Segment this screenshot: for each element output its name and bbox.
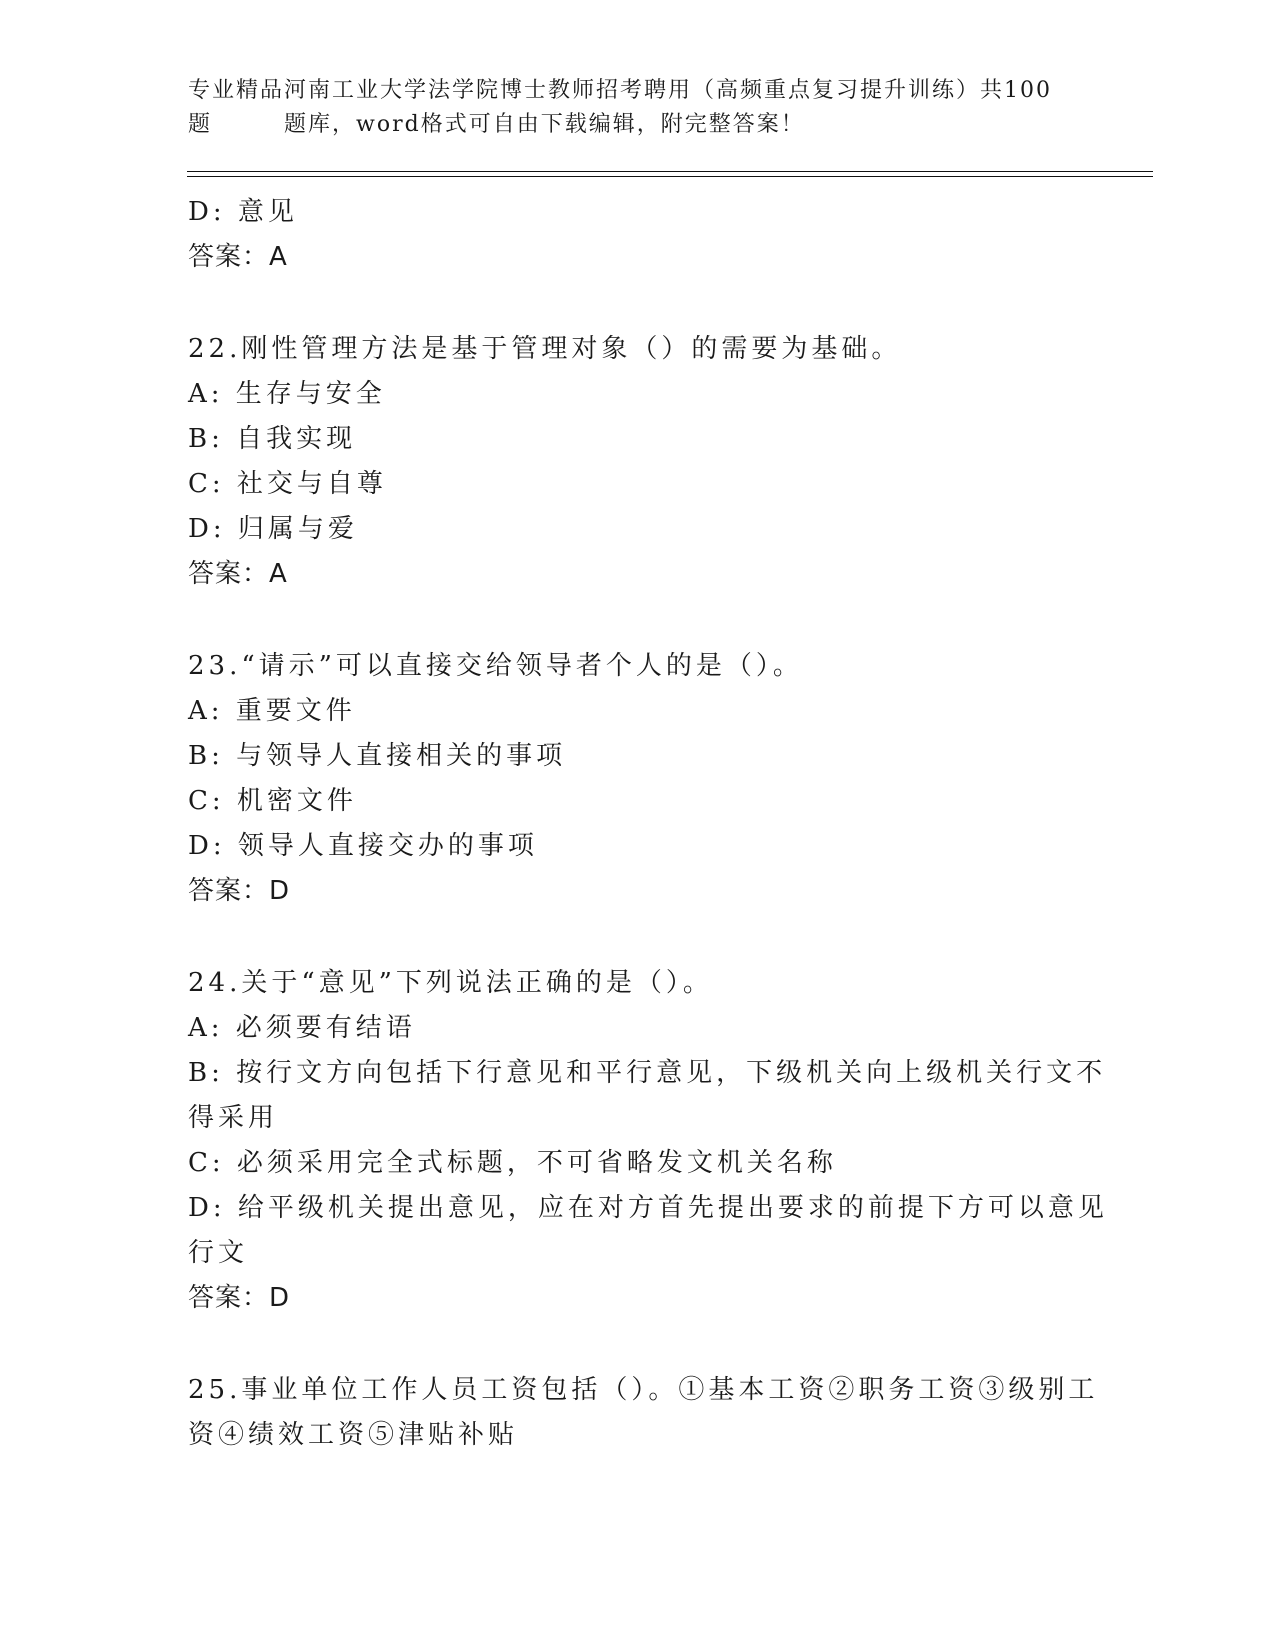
spacer <box>188 914 1088 961</box>
option-a: A: 生存与安全 <box>188 379 386 409</box>
page-header <box>188 74 1088 142</box>
option-d: D: 归属与爱 <box>188 514 358 544</box>
option-d: D: 给平级机关提出意见，应在对方首先提出要求的前提下方可以意见 <box>188 1193 1108 1223</box>
option-d: D: 领导人直接交办的事项 <box>188 831 538 861</box>
option-c: C: 机密文件 <box>188 786 357 816</box>
question-24 <box>188 961 1108 1321</box>
question-stem: 25.事业单位工作人员工资包括（）。①基本工资②职务工资③级别工 <box>188 1375 1099 1405</box>
question-25 <box>188 1368 1099 1458</box>
option-b: B: 按行文方向包括下行意见和平行意见，下级机关向上级机关行文不 <box>188 1058 1107 1088</box>
question-stem: 22.刚性管理方法是基于管理对象（）的需要为基础。 <box>188 334 902 364</box>
option-b-continued: 得采用 <box>188 1103 279 1133</box>
spacer <box>188 597 1088 644</box>
header-line-2-right: 题库，word格式可自由下载编辑，附完整答案！ <box>284 112 805 137</box>
header-line-2 <box>188 108 1088 142</box>
question-23 <box>188 644 1088 914</box>
option-c: C: 社交与自尊 <box>188 469 387 499</box>
answer: 答案：A <box>188 559 288 589</box>
header-divider-bottom <box>187 176 1153 177</box>
spacer <box>188 280 1088 327</box>
question-stem-continued: 资④绩效工资⑤津贴补贴 <box>188 1420 519 1450</box>
option-a: A: 重要文件 <box>188 696 356 726</box>
option-a: A: 必须要有结语 <box>188 1013 416 1043</box>
spacer <box>188 1321 1088 1368</box>
option-b: B: 与领导人直接相关的事项 <box>188 741 567 771</box>
header-line-1: 专业精品河南工业大学法学院博士教师招考聘用（高频重点复习提升训练）共100 <box>188 78 1052 103</box>
question-stem: 24.关于“意见”下列说法正确的是（）。 <box>188 968 713 998</box>
answer: 答案：D <box>188 1283 291 1313</box>
question-22 <box>188 327 1088 597</box>
header-divider-top <box>187 171 1153 172</box>
option-c: C: 必须采用完全式标题，不可省略发文机关名称 <box>188 1148 837 1178</box>
question-list <box>188 190 1108 1458</box>
answer: 答案：D <box>188 876 291 906</box>
carryover-option: D: 意见 <box>188 197 298 227</box>
option-d-continued: 行文 <box>188 1238 249 1268</box>
option-b: B: 自我实现 <box>188 424 357 454</box>
header-line-2-left: 题 <box>188 112 213 137</box>
carryover-answer: 答案：A <box>188 242 288 272</box>
question-stem: 23.“请示”可以直接交给领导者个人的是（）。 <box>188 651 803 681</box>
